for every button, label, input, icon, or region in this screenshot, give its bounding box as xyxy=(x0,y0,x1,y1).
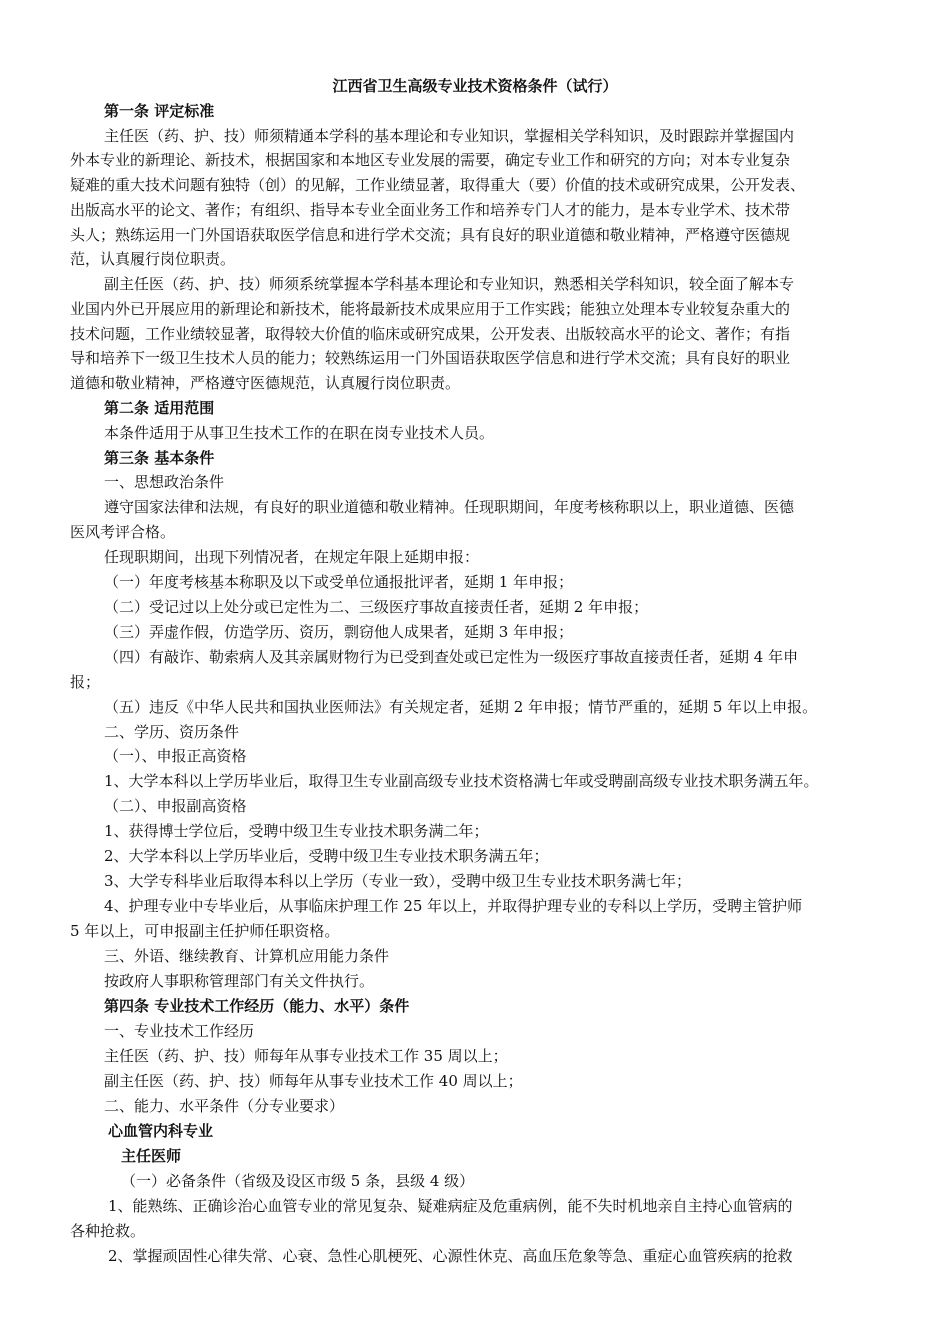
paragraph-line: 2、掌握顽固性心律失常、心衰、急性心肌梗死、心源性休克、高血压危象等急、重症心血管疾病的抢救 xyxy=(108,1247,793,1265)
paragraph-line: （二）、申报副高资格 xyxy=(104,797,247,815)
paragraph-line: 外本专业的新理论、新技术，根据国家和本地区专业发展的需要，确定专业工作和研究的方向；对本专业复杂 xyxy=(70,151,791,169)
paragraph-line: 出版高水平的论文、著作；有组织、指导本专业全面业务工作和培养专门人才的能力，是本专业学术、技术带 xyxy=(70,201,791,219)
section-heading: 第二条 适用范围 xyxy=(104,399,215,417)
paragraph-line: 道德和敬业精神，严格遵守医德规范，认真履行岗位职责。 xyxy=(70,374,461,392)
paragraph-line: 3、大学专科毕业后取得本科以上学历（专业一致），受聘中级卫生专业技术职务满七年； xyxy=(104,872,692,890)
paragraph-line: 主任医（药、护、技）师须精通本学科的基本理论和专业知识，掌握相关学科知识，及时跟踪并掌握国内 xyxy=(104,127,795,145)
section-heading: 第三条 基本条件 xyxy=(104,449,215,467)
paragraph-line: 一、专业技术工作经历 xyxy=(104,1022,255,1040)
document-title: 江西省卫生高级专业技术资格条件（试行） xyxy=(332,77,618,95)
paragraph-line: 副主任医（药、护、技）师须系统掌握本学科基本理论和专业知识，熟悉相关学科知识，较全面了解本专 xyxy=(104,275,795,293)
paragraph-line: （一）必备条件（省级及设区市级 5 条，县级 4 级） xyxy=(121,1172,475,1190)
specialty-heading: 心血管内科专业 xyxy=(108,1122,214,1140)
paragraph-line: 按政府人事职称管理部门有关文件执行。 xyxy=(104,972,375,990)
paragraph-line: （五）违反《中华人民共和国执业医师法》有关规定者，延期 2 年申报；情节严重的，延期 5 年以上申报。 xyxy=(104,698,818,716)
paragraph-line: （四）有敲诈、勒索病人及其亲属财物行为已受到查处或已定性为一级医疗事故直接责任者，延期 4 年申 xyxy=(104,648,799,666)
paragraph-line: （二）受记过以上处分或已定性为二、三级医疗事故直接责任者，延期 2 年申报； xyxy=(104,598,649,616)
paragraph-line: 遵守国家法律和法规，有良好的职业道德和敬业精神。任现职期间，年度考核称职以上，职业道德、医德 xyxy=(104,498,795,516)
paragraph-line: 1、获得博士学位后，受聘中级卫生专业技术职务满二年； xyxy=(104,822,489,840)
paragraph-line: 1、大学本科以上学历毕业后，取得卫生专业副高级专业技术资格满七年或受聘副高级专业技术职务满五年。 xyxy=(104,772,819,790)
paragraph-line: 疑难的重大技术问题有独特（创）的见解，工作业绩显著，取得重大（要）价值的技术或研究成果，公开发表、 xyxy=(70,176,806,194)
paragraph-line: 二、能力、水平条件（分专业要求） xyxy=(104,1097,345,1115)
paragraph-line: 各种抢救。 xyxy=(70,1222,146,1240)
paragraph-line: 报； xyxy=(70,673,101,691)
paragraph-line: 4、护理专业中专毕业后，从事临床护理工作 25 年以上，并取得护理专业的专科以上学历，受聘主管护师 xyxy=(104,897,803,915)
paragraph-line: 2、大学本科以上学历毕业后，受聘中级卫生专业技术职务满五年； xyxy=(104,847,549,865)
paragraph-line: 范，认真履行岗位职责。 xyxy=(70,250,236,268)
paragraph-line: 本条件适用于从事卫生技术工作的在职在岗专业技术人员。 xyxy=(104,424,495,442)
paragraph-line: 医风考评合格。 xyxy=(70,523,176,541)
paragraph-line: 头人；熟练运用一门外国语获取医学信息和进行学术交流；具有良好的职业道德和敬业精神，严格遵守医德规 xyxy=(70,226,791,244)
paragraph-line: 主任医（药、护、技）师每年从事专业技术工作 35 周以上； xyxy=(104,1047,508,1065)
paragraph-line: 副主任医（药、护、技）师每年从事专业技术工作 40 周以上； xyxy=(104,1072,523,1090)
paragraph-line: 1、能熟练、正确诊治心血管专业的常见复杂、疑难病症及危重病例，能不失时机地亲自主持心血管病的 xyxy=(108,1197,793,1215)
paragraph-line: 二、学历、资历条件 xyxy=(104,723,240,741)
paragraph-line: 三、外语、继续教育、计算机应用能力条件 xyxy=(104,947,390,965)
paragraph-line: （一）年度考核基本称职及以下或受单位通报批评者，延期 1 年申报； xyxy=(104,573,574,591)
paragraph-line: （三）弄虚作假，仿造学历、资历，剽窃他人成果者，延期 3 年申报； xyxy=(104,623,574,641)
position-heading: 主任医师 xyxy=(121,1147,182,1165)
paragraph-line: 导和培养下一级卫生技术人员的能力；较熟练运用一门外国语获取医学信息和进行学术交流；具有良好的职业 xyxy=(70,349,791,367)
paragraph-line: 一、思想政治条件 xyxy=(104,473,225,491)
section-heading: 第四条 专业技术工作经历（能力、水平）条件 xyxy=(104,997,410,1015)
paragraph-line: （一）、申报正高资格 xyxy=(104,747,247,765)
paragraph-line: 任现职期间，出现下列情况者，在规定年限上延期申报： xyxy=(104,548,480,566)
paragraph-line: 5 年以上，可申报副主任护师任职资格。 xyxy=(70,922,340,940)
paragraph-line: 业国内外已开展应用的新理论和新技术，能将最新技术成果应用于工作实践；能独立处理本专业较复杂重大的 xyxy=(70,300,791,318)
paragraph-line: 技术问题，工作业绩较显著，取得较大价值的临床或研究成果，公开发表、出版较高水平的论文、著作；有指 xyxy=(70,325,791,343)
section-heading: 第一条 评定标准 xyxy=(104,102,215,120)
